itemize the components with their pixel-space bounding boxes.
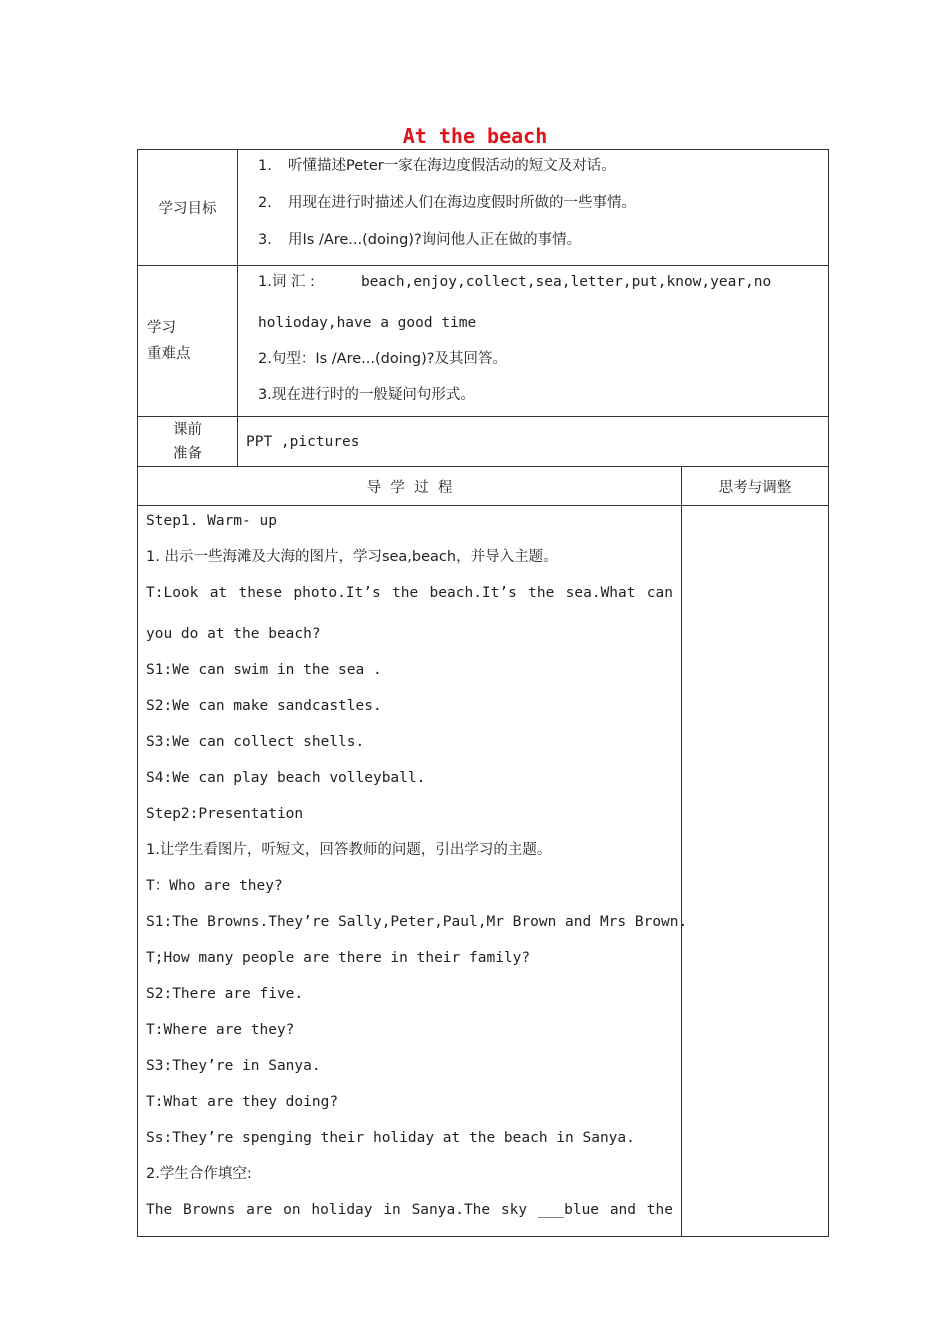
lesson-plan-table [137,149,829,1237]
sentence-pattern: 2.句型：Is /Are...(doing)?及其回答。 [258,351,507,367]
objectives-list [238,150,829,266]
step-line: 1.让学生看图片，听短文，回答教师的问题，引出学习的主题。 [146,842,552,858]
prep-value: PPT ,pictures [238,417,829,467]
process-steps [138,506,688,1237]
step-line: T:What are they doing? [146,1094,339,1110]
step-line: S2:We can make sandcastles. [146,698,382,714]
objectives-label: 学习目标 [138,150,238,266]
process-header-row [138,467,829,506]
step-line: S3:They’re in Sanya. [146,1058,321,1074]
step-line: S3:We can collect shells. [146,734,365,750]
step-line: 1. 出示一些海滩及大海的图片，学习sea,beach，并导入主题。 [146,549,558,565]
objective-item: 1. 听懂描述Peter一家在海边度假活动的短文及对话。 [258,158,616,174]
key-points-row [138,266,829,417]
key-points-content [238,266,829,417]
step-line: T;How many people are there in their family? [146,950,531,966]
step-line: S1:We can swim in the sea . [146,662,382,678]
prep-row [138,417,829,467]
step-line: T:Where are they? [146,1022,295,1038]
grammar-point: 3.现在进行时的一般疑问句形式。 [258,387,475,403]
step-line: 2.学生合作填空: [146,1166,252,1182]
key-points-label: 学习 重难点 [138,266,238,417]
step-line: S1:The Browns.They’re Sally,Peter,Paul,Mr Brown and Mrs Brown. [146,914,688,930]
step-line: T：Who are they? [146,878,283,894]
objective-item: 2. 用现在进行时描述人们在海边度假时所做的一些事情。 [258,195,636,211]
step-line: S4:We can play beach volleyball. [146,770,426,786]
process-body-row [138,506,829,1237]
step-line: T:Look at these photo.It’s the beach.It’s the sea.What can [146,585,673,601]
step-line: Step2:Presentation [146,806,304,822]
objectives-row [138,150,829,266]
step-line: Step1. Warm- up [146,513,277,529]
step-line: you do at the beach? [146,626,321,642]
process-header: 导 学 过 程 [138,467,682,506]
page-title: At the beach [402,124,548,148]
step-line: The Browns are on holiday in Sanya.The sky ___blue and the [146,1202,673,1218]
step-line: Ss:They’re spenging their holiday at the beach in Sanya. [146,1130,635,1146]
vocab-line: 1.词 汇 : beach,enjoy,collect,sea,letter,put,know,year,no [258,274,772,290]
vocab-continued: holioday,have a good time [258,315,477,331]
prep-label: 课前 准备 [138,417,238,467]
objective-item: 3. 用Is /Are...(doing)?询问他人正在做的事情。 [258,232,582,248]
reflection-cell [682,506,829,1237]
reflection-header: 思考与调整 [682,467,829,506]
step-line: S2:There are five. [146,986,304,1002]
